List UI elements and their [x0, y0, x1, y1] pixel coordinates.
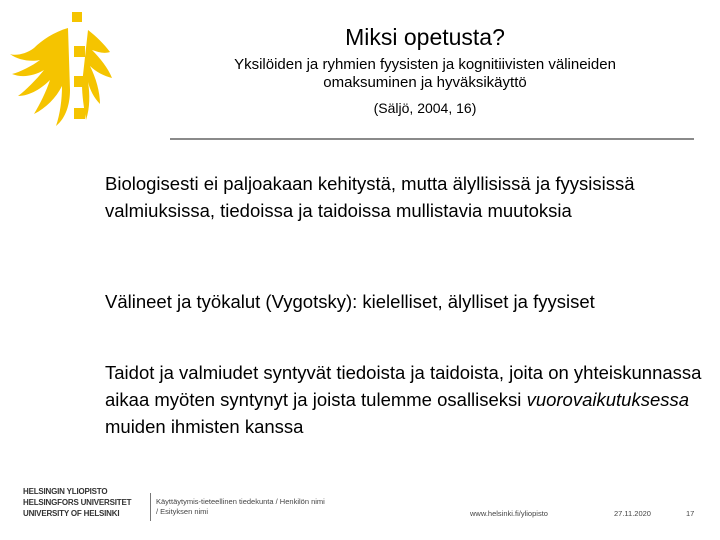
university-flame-logo [4, 4, 116, 136]
subtitle-line-2: omaksuminen ja hyväksikäyttö [323, 74, 527, 91]
university-name-sv: HELSINGFORS UNIVERSITET [23, 498, 132, 507]
paragraph-skills-text-end: muiden ihmisten kanssa [105, 416, 304, 437]
citation: (Säljö, 2004, 16) [373, 100, 477, 116]
paragraph-skills [105, 359, 705, 440]
footer-faculty-line-2: / Esityksen nimi [156, 507, 209, 516]
footer-date: 27.11.2020 [614, 509, 651, 518]
slide-title: Miksi opetusta? [345, 24, 505, 50]
subtitle-line-1: Yksilöiden ja ryhmien fyysisten ja kognitiivisten välineiden [234, 56, 616, 73]
footer-faculty-line-1: Käyttäytymis-tieteellinen tiedekunta / Henkilön nimi [156, 497, 325, 506]
university-name-fi: HELSINGIN YLIOPISTO [23, 487, 108, 496]
slide-subtitle [160, 56, 690, 92]
footer-url: www.helsinki.fi/yliopisto [470, 509, 548, 518]
paragraph-tools: Välineet ja työkalut (Vygotsky): kielelliset, älylliset ja fyysiset [105, 291, 595, 312]
page-number: 17 [686, 509, 695, 518]
title-divider [170, 138, 694, 140]
paragraph-skills-text-start: Taidot ja valmiudet syntyvät tiedoista ja taidoista, joita on yhteiskunnassa aikaa myöten syntynyt ja joista tulemme osalliseksi [105, 362, 702, 410]
university-name-en: UNIVERSITY OF HELSINKI [23, 509, 120, 518]
university-wordmark [23, 486, 131, 519]
footer-separator [150, 493, 151, 521]
paragraph-biology: Biologisesti ei paljoakaan kehitystä, mutta älyllisissä ja fyysisissä valmiuksissa, tiedoissa ja taidoissa mullistavia muutoksia [105, 173, 635, 221]
footer-faculty [156, 497, 386, 517]
paragraph-skills-emphasis: vuorovaikutuksessa [526, 389, 690, 410]
